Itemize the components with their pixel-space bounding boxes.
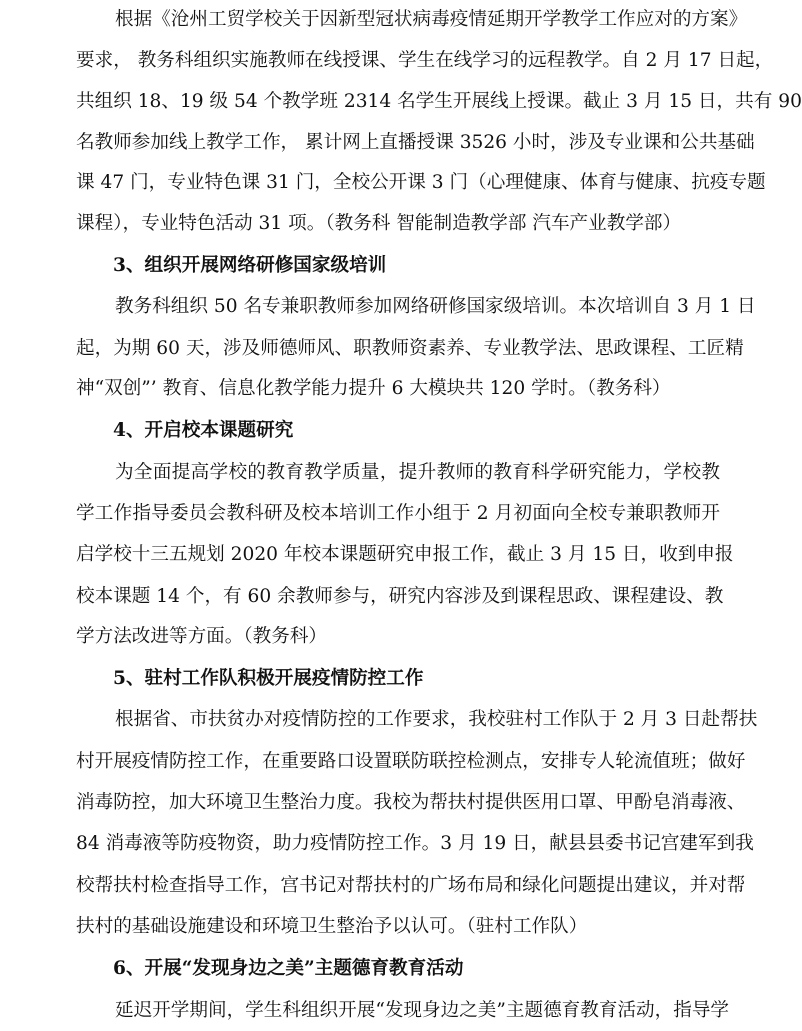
paragraph-line: 课程），专业特色活动 31 项。（教务科 智能制造教学部 汽车产业教学部）: [76, 213, 682, 234]
section-heading: 5、驻村工作队积极开展疫情防控工作: [113, 668, 424, 689]
paragraph-line: 延迟开学期间，学生科组织开展“发现身边之美”主题德育教育活动，指导学: [115, 1000, 730, 1021]
paragraph-line: 根据《沧州工贸学校关于因新型冠状病毒疫情延期开学教学工作应对的方案》: [115, 9, 748, 30]
paragraph-line: 扶村的基础设施建设和环境卫生整治予以认可。（驻村工作队）: [76, 916, 588, 937]
paragraph-line: 学方法改进等方面。（教务科）: [76, 626, 328, 647]
paragraph-line: 神“双创”’ 教育、信息化教学能力提升 6 大模块共 120 学时。（教务科）: [76, 378, 671, 399]
section-heading: 4、开启校本课题研究: [113, 420, 294, 441]
paragraph-line: 课 47 门，专业特色课 31 门，全校公开课 3 门（心理健康、体育与健康、抗疫专题: [76, 172, 766, 193]
paragraph-line: 校帮扶村检查指导工作，宫书记对帮扶村的广场布局和绿化问题提出建议，并对帮: [76, 875, 746, 896]
paragraph-line: 村开展疫情防控工作，在重要路口设置联防联控检测点，安排专人轮流值班；做好: [76, 751, 746, 772]
section-heading: 6、开展“发现身边之美”主题德育教育活动: [113, 958, 464, 979]
paragraph-line: 校本课题 14 个，有 60 余教师参与，研究内容涉及到课程思政、课程建设、教: [76, 586, 724, 607]
paragraph-line: 为全面提高学校的教育教学质量，提升教师的教育科学研究能力，学校教: [115, 462, 720, 483]
paragraph-line: 要求， 教务科组织实施教师在线授课、学生在线学习的远程教学。自 2 月 17 日起，: [76, 50, 774, 71]
section-heading: 3、组织开展网络研修国家级培训: [113, 255, 387, 276]
paragraph-line: 起，为期 60 天，涉及师德师风、职教师资素养、专业教学法、思政课程、工匠精: [76, 338, 744, 359]
paragraph-line: 教务科组织 50 名专兼职教师参加网络研修国家级培训。本次培训自 3 月 1 日: [115, 296, 756, 317]
paragraph-line: 共组织 18、19 级 54 个教学班 2314 名学生开展线上授课。截止 3 月 15 日，共有 90: [76, 91, 802, 112]
paragraph-line: 根据省、市扶贫办对疫情防控的工作要求，我校驻村工作队于 2 月 3 日赴帮扶: [115, 709, 758, 730]
paragraph-line: 学工作指导委员会教科研及校本培训工作小组于 2 月初面向全校专兼职教师开: [76, 503, 720, 524]
paragraph-line: 消毒防控，加大环境卫生整治力度。我校为帮扶村提供医用口罩、甲酚皂消毒液、: [76, 792, 746, 813]
paragraph-line: 名教师参加线上教学工作， 累计网上直播授课 3526 小时，涉及专业课和公共基础: [76, 132, 755, 153]
paragraph-line: 84 消毒液等防疫物资，助力疫情防控工作。3 月 19 日，献县县委书记宫建军到我: [76, 833, 754, 854]
paragraph-line: 启学校十三五规划 2020 年校本课题研究申报工作，截止 3 月 15 日，收到申报: [76, 544, 734, 565]
